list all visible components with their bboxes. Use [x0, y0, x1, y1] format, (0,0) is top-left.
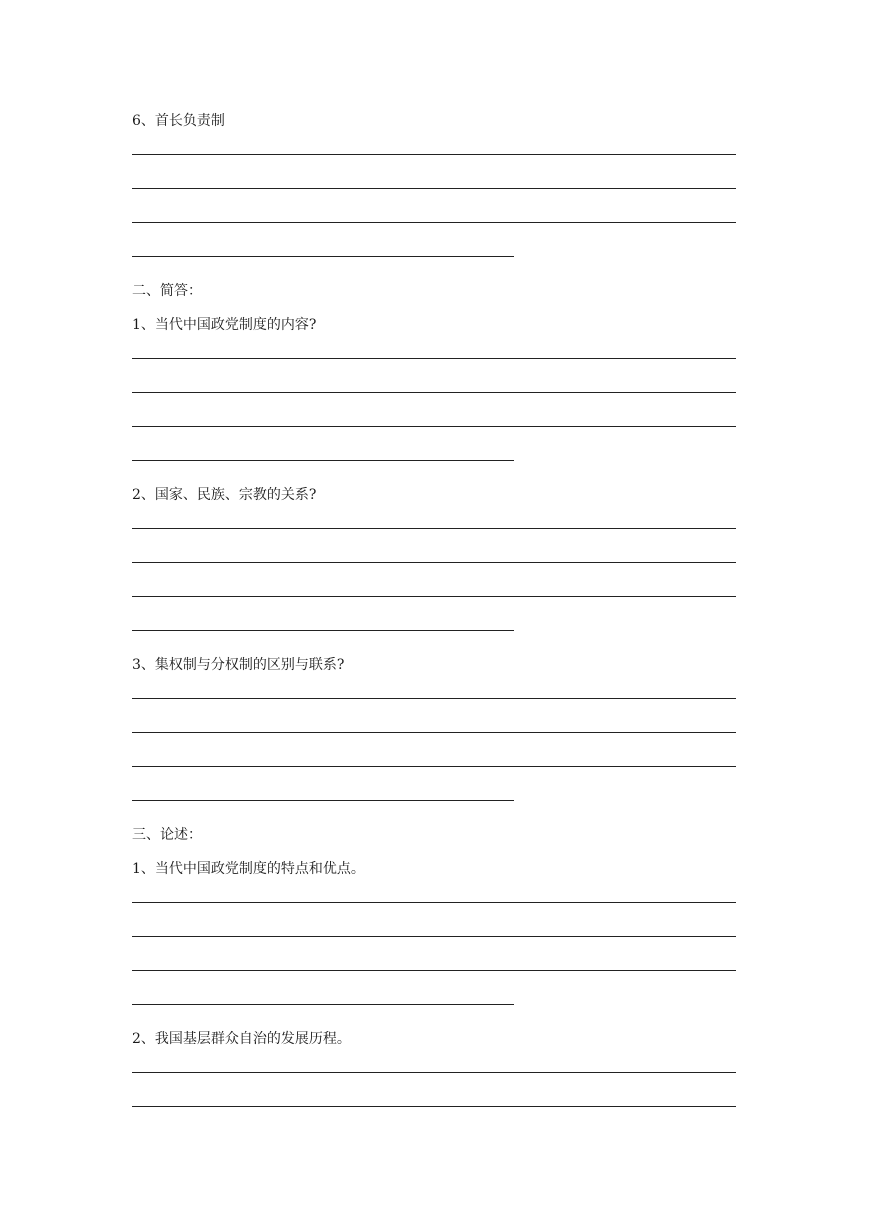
answer-line: [132, 954, 738, 988]
answer-line: [132, 342, 738, 376]
answer-line: [132, 546, 738, 580]
answer-line: [132, 886, 738, 920]
short-answer-2-section: [132, 478, 738, 648]
essay-1-prompt: 1、当代中国政党制度的特点和优点。: [132, 861, 365, 877]
answer-line: [132, 376, 738, 410]
answer-line: [132, 206, 738, 240]
answer-line: [132, 512, 738, 546]
answer-line: [132, 580, 738, 614]
answer-line: [132, 1090, 738, 1124]
answer-line-short: [132, 444, 738, 478]
answer-line-short: [132, 784, 738, 818]
answer-line: [132, 172, 738, 206]
question-6-section: [132, 104, 738, 274]
short-answer-3-prompt: 3、集权制与分权制的区别与联系?: [132, 657, 345, 673]
short-answer-1-prompt: 1、当代中国政党制度的内容?: [132, 317, 317, 333]
essay-1-section: [132, 852, 738, 1022]
answer-line: [132, 410, 738, 444]
essay-2-section: [132, 1022, 738, 1124]
section-heading-short-answer: 二、简答：: [132, 283, 202, 299]
answer-line: [132, 1056, 738, 1090]
answer-line: [132, 682, 738, 716]
question-6-prompt: 6、首长负责制: [132, 113, 225, 129]
essay-2-prompt: 2、我国基层群众自治的发展历程。: [132, 1031, 351, 1047]
section-heading-essay: 三、论述：: [132, 827, 202, 843]
answer-line: [132, 750, 738, 784]
answer-line-short: [132, 240, 738, 274]
answer-line: [132, 920, 738, 954]
short-answer-2-prompt: 2、国家、民族、宗教的关系?: [132, 487, 317, 503]
worksheet-page: [132, 104, 738, 1124]
answer-line-short: [132, 614, 738, 648]
short-answer-1-section: [132, 308, 738, 478]
short-answer-3-section: [132, 648, 738, 818]
answer-line: [132, 138, 738, 172]
answer-line-short: [132, 988, 738, 1022]
answer-line: [132, 716, 738, 750]
